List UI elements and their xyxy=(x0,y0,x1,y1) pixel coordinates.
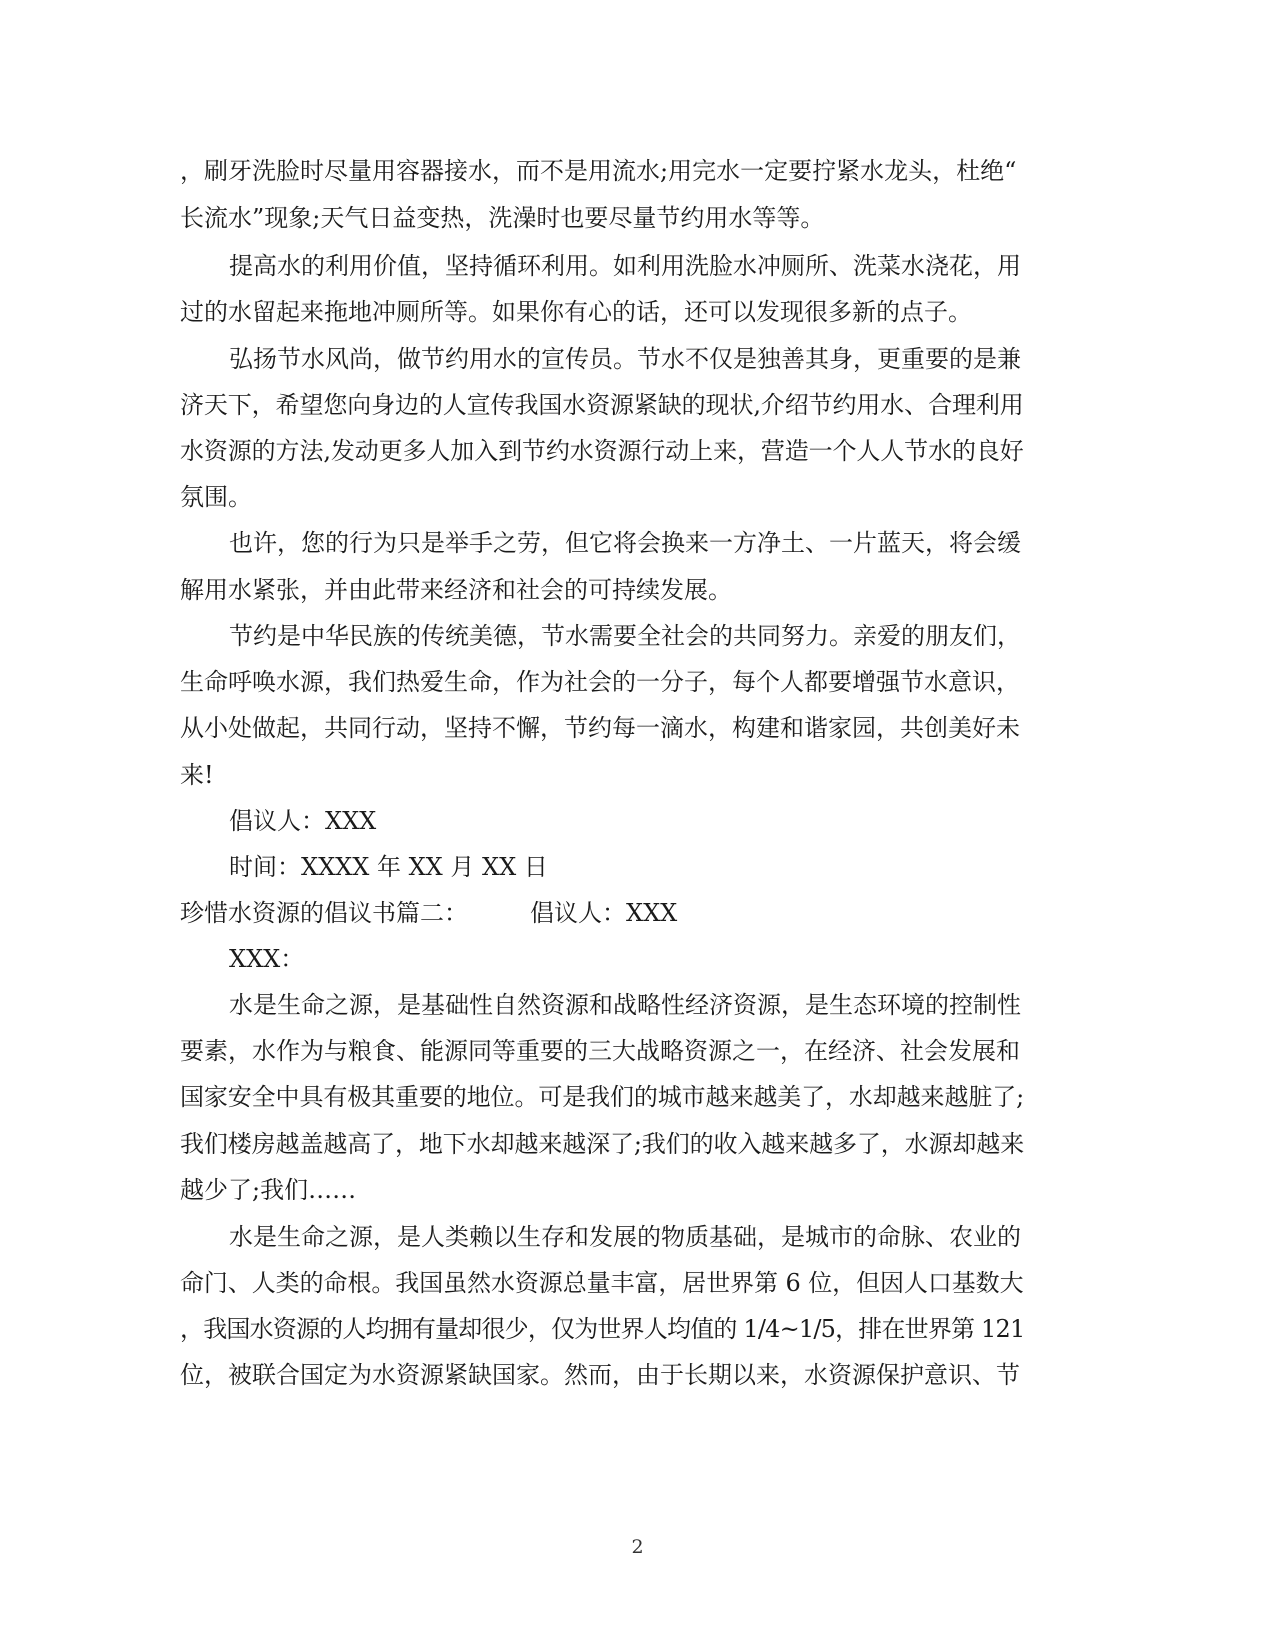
text-line: 来! xyxy=(180,761,214,789)
paragraph-start: 水是生命之源，是基础性自然资源和战略性经济资源，是生态环境的控制性 xyxy=(229,991,1021,1019)
text-line: 生命呼唤水源，我们热爱生命，作为社会的一分子，每个人都要增强节水意识， xyxy=(180,668,1020,696)
text-line: 水资源的方法,发动更多人加入到节约水资源行动上来，营造一个人人节水的良好 xyxy=(180,437,1024,465)
text-line: 要素，水作为与粮食、能源同等重要的三大战略资源之一，在经济、社会发展和 xyxy=(180,1037,1020,1065)
text-line: ，刷牙洗脸时尽量用容器接水，而不是用流水;用完水一定要拧紧水龙头，杜绝“ xyxy=(180,157,1017,185)
text-line: 位，被联合国定为水资源紧缺国家。然而，由于长期以来，水资源保护意识、节 xyxy=(180,1361,1020,1389)
paragraph-start: 水是生命之源，是人类赖以生存和发展的物质基础，是城市的命脉、农业的 xyxy=(229,1223,1021,1251)
paragraph-start: 节约是中华民族的传统美德，节水需要全社会的共同努力。亲爱的朋友们， xyxy=(229,622,1021,650)
text-line: 我们楼房越盖越高了，地下水却越来越深了;我们的收入越来越多了，水源却越来 xyxy=(180,1130,1025,1158)
salutation: XXX： xyxy=(229,945,305,973)
section-proposer: 倡议人：XXX xyxy=(530,899,678,927)
text-line: 解用水紧张，并由此带来经济和社会的可持续发展。 xyxy=(180,576,732,604)
text-line: 国家安全中具有极其重要的地位。可是我们的城市越来越美了，水却越来越脏了; xyxy=(180,1083,1025,1111)
proposer-line: 倡议人：XXX xyxy=(229,807,377,835)
date-line: 时间：XXXX 年 XX 月 XX 日 xyxy=(229,853,548,881)
paragraph-start: 提高水的利用价值，坚持循环利用。如利用洗脸水冲厕所、洗菜水浇花，用 xyxy=(229,252,1021,280)
text-line: 长流水”现象;天气日益变热，洗澡时也要尽量节约用水等等。 xyxy=(180,204,825,232)
text-line: 越少了;我们…… xyxy=(180,1176,357,1204)
section-heading xyxy=(180,898,677,928)
text-line: 命门、人类的命根。我国虽然水资源总量丰富，居世界第 6 位，但因人口基数大 xyxy=(180,1269,1024,1297)
text-line: 从小处做起，共同行动，坚持不懈，节约每一滴水，构建和谐家园，共创美好未 xyxy=(180,714,1020,742)
text-line: 过的水留起来拖地冲厕所等。如果你有心的话，还可以发现很多新的点子。 xyxy=(180,298,972,326)
text-line: ，我国水资源的人均拥有量却很少，仅为世界人均值的 1/4~1/5，排在世界第 121 xyxy=(180,1315,1025,1343)
paragraph-start: 也许，您的行为只是举手之劳，但它将会换来一方净土、一片蓝天，将会缓 xyxy=(229,529,1021,557)
paragraph-start: 弘扬节水风尚，做节约用水的宣传员。节水不仅是独善其身，更重要的是兼 xyxy=(229,345,1021,373)
text-line: 济天下，希望您向身边的人宣传我国水资源紧缺的现状,介绍节约用水、合理利用 xyxy=(180,391,1024,419)
text-line: 氛围。 xyxy=(180,483,252,511)
section-title: 珍惜水资源的倡议书篇二： xyxy=(180,899,468,927)
page-number: 2 xyxy=(631,1536,644,1558)
